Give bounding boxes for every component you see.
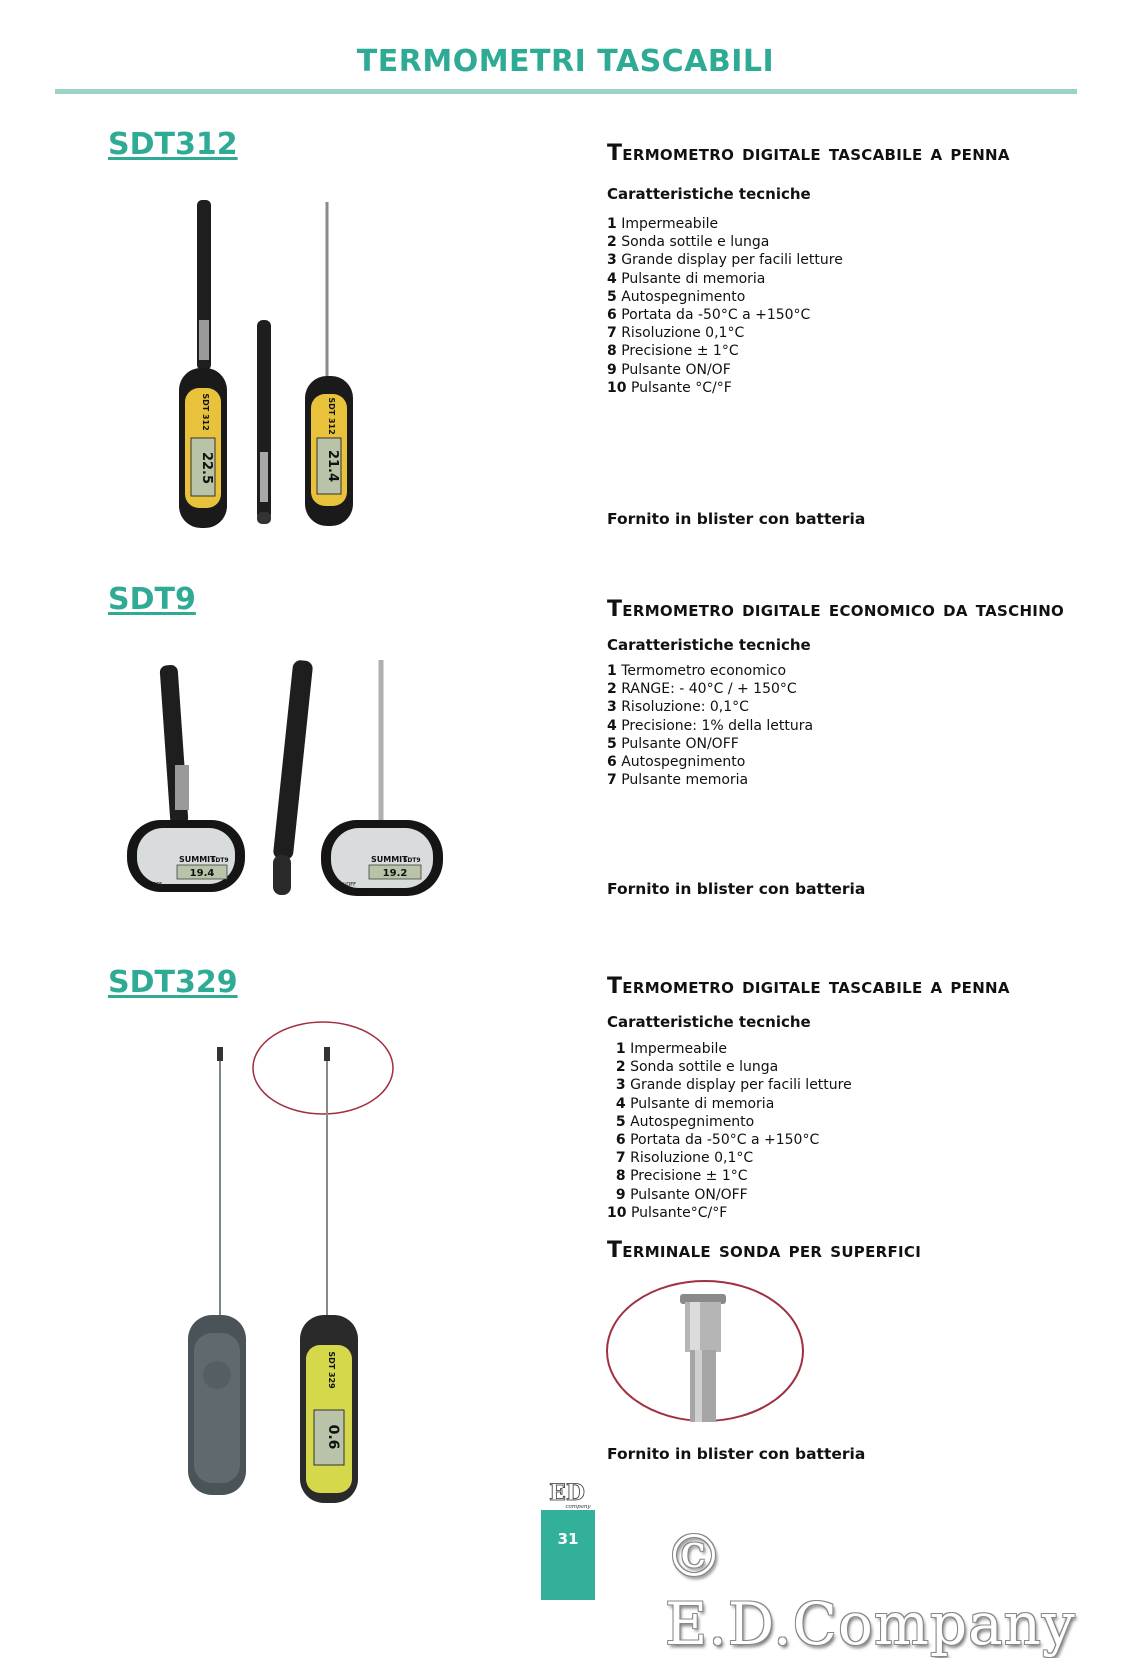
feature-item: 6 Portata da -50°C a +150°C — [615, 1132, 820, 1149]
sdt9-onoff-left: ON/OFF — [143, 882, 163, 888]
sdt9-reading-right: 19.2 — [382, 868, 408, 879]
feature-item: 1 Termometro economico — [607, 663, 787, 679]
sdt9-model-left: SDT9 — [211, 857, 229, 864]
feature-item: 6 Autospegnimento — [607, 754, 746, 771]
feature-item: 3 Risoluzione: 0,1°C — [607, 699, 749, 716]
sdt329-reading: 0.6 — [325, 1424, 341, 1450]
feature-item: 5 Pulsante ON/OFF — [607, 735, 739, 752]
sdt329-model: SDT 329 — [327, 1351, 336, 1389]
feature-item: 7 Risoluzione 0,1°C — [607, 325, 745, 342]
feature-item: 7 Risoluzione 0,1°C — [615, 1150, 754, 1167]
sdt9-reading-left: 19.4 — [189, 868, 215, 879]
sdt329-extra-heading: Terminale sonda per superfici — [607, 1238, 922, 1263]
sdt9-onoff-right: ON/OFF — [337, 882, 357, 888]
sdt9-subheading: Caratteristiche tecniche — [607, 636, 811, 654]
sdt312-subheading: Caratteristiche tecniche — [607, 185, 811, 203]
feature-item: 9 Pulsante ON/OF — [607, 361, 731, 378]
feature-item: 2 Sonda sottile e lunga — [607, 234, 770, 251]
logo-subtext: company — [565, 1504, 591, 1510]
sdt9-brand-right: SUMMIT — [371, 855, 408, 864]
feature-item: 5 Autospegnimento — [607, 288, 746, 305]
sdt312-model-right: SDT 312 — [327, 397, 336, 435]
feature-item: 5 Autospegnimento — [615, 1113, 755, 1130]
feature-item: 8 Precisione ± 1°C — [615, 1168, 748, 1185]
feature-item: 9 Pulsante ON/OFF — [615, 1186, 748, 1203]
feature-item: 8 Precisione ± 1°C — [607, 343, 739, 360]
logo-text: ED — [549, 1480, 585, 1506]
feature-item: 2 Sonda sottile e lunga — [615, 1059, 779, 1076]
feature-item: 7 Pulsante memoria — [607, 772, 749, 789]
sdt312-feature-list — [607, 215, 843, 397]
page-number: 31 — [557, 1530, 579, 1548]
sdt312-clip-left — [199, 320, 209, 360]
sdt329-feature-list — [607, 1040, 852, 1222]
sdt329-heading: Termometro digitale tascabile a penna — [607, 974, 1010, 999]
copyright-watermark: © E.D.Company — [665, 1522, 1076, 1658]
feature-item: 10 Pulsante °C/°F — [607, 379, 732, 396]
sdt329-footnote: Fornito in blister con batteria — [607, 1445, 866, 1463]
page-number-box — [541, 1510, 595, 1600]
feature-item: 3 Grande display per facili letture — [607, 252, 843, 269]
sdt312-model-left: SDT 312 — [201, 393, 210, 431]
product-code-sdt329: SDT329 — [108, 965, 238, 1000]
sdt312-product-image — [165, 190, 375, 550]
sdt312-reading-left: 22.5 — [199, 451, 214, 485]
sdt9-product-image — [125, 660, 460, 920]
title-divider — [55, 89, 1077, 94]
sdt312-heading: Termometro digitale tascabile a penna — [607, 141, 1010, 166]
probe-tip-highlight — [253, 1022, 393, 1114]
feature-item: 1 Impermeabile — [615, 1041, 727, 1057]
feature-item: 2 RANGE: - 40°C / + 150°C — [607, 681, 797, 698]
sdt329-product-image — [180, 1015, 410, 1515]
product-code-sdt312: SDT312 — [108, 127, 238, 162]
sdt9-range-right: RANGE: -40°~150°C — [357, 888, 414, 894]
feature-item: 1 Impermeabile — [607, 216, 719, 232]
sdt9-footnote: Fornito in blister con batteria — [607, 880, 866, 898]
sdt312-reading-right: 21.4 — [325, 449, 340, 483]
feature-item: 4 Pulsante di memoria — [607, 270, 766, 287]
ed-company-logo — [542, 1480, 592, 1510]
feature-item: 10 Pulsante°C/°F — [607, 1204, 728, 1221]
feature-item: 4 Pulsante di memoria — [615, 1095, 775, 1112]
sdt9-heading: Termometro digitale economico da taschino — [607, 597, 1065, 622]
probe-terminal-image — [603, 1278, 813, 1428]
sdt9-brand-left: SUMMIT — [179, 855, 216, 864]
page-title: TERMOMETRI TASCABILI — [356, 44, 775, 79]
sdt9-range-left: RANGE: -40°~150°C — [163, 886, 220, 892]
product-code-sdt9: SDT9 — [108, 582, 196, 617]
sdt9-model-right: SDT9 — [403, 857, 421, 864]
feature-item: 6 Portata da -50°C a +150°C — [607, 307, 811, 324]
feature-item: 4 Precisione: 1% della lettura — [607, 717, 814, 734]
sdt9-feature-list — [607, 662, 813, 789]
feature-item: 3 Grande display per facili letture — [615, 1077, 852, 1094]
sdt312-footnote: Fornito in blister con batteria — [607, 510, 866, 528]
sdt329-subheading: Caratteristiche tecniche — [607, 1013, 811, 1031]
